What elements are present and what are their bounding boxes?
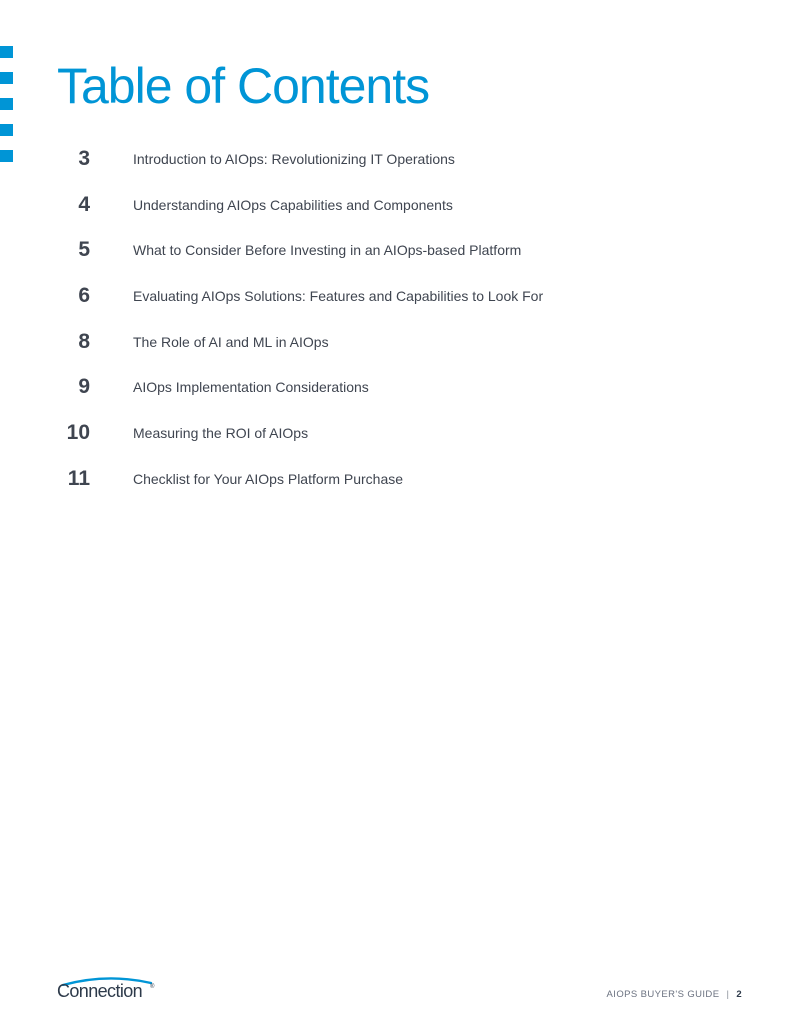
footer-page-number: 2: [736, 989, 742, 1000]
footer-guide-name: AIOPS BUYER'S GUIDE: [606, 989, 720, 1000]
connection-logo: [57, 976, 157, 1004]
logo-registered-mark: ®: [150, 984, 155, 990]
toc-entry-label[interactable]: Measuring the ROI of AIOps: [133, 425, 309, 442]
edge-mark: [0, 124, 13, 136]
toc-page-number: 4: [78, 192, 90, 216]
toc-entry[interactable]: [40, 415, 640, 451]
toc-entry-label[interactable]: AIOps Implementation Considerations: [133, 379, 369, 396]
edge-mark: [0, 72, 13, 84]
page-footer: [607, 989, 742, 1000]
toc-entry-label[interactable]: The Role of AI and ML in AIOps: [133, 333, 329, 350]
toc-entry[interactable]: [40, 141, 640, 177]
toc-page-number: 9: [78, 375, 90, 399]
edge-decoration: [0, 46, 13, 176]
logo-wordmark: Connection: [57, 981, 143, 1001]
toc-entry-label[interactable]: Evaluating AIOps Solutions: Features and Capabilities to Look For: [133, 288, 544, 305]
toc-entry-label[interactable]: Checklist for Your AIOps Platform Purchase: [133, 470, 404, 487]
toc-page-number: 10: [66, 421, 90, 445]
toc-entry-label[interactable]: What to Consider Before Investing in an AIOps-based Platform: [133, 242, 522, 259]
table-of-contents: [40, 141, 640, 507]
toc-entry[interactable]: [40, 369, 640, 405]
toc-page-number: 5: [78, 238, 90, 262]
toc-entry[interactable]: [40, 461, 640, 497]
toc-entry[interactable]: [40, 232, 640, 268]
toc-page-number: 8: [78, 329, 90, 353]
edge-mark: [0, 46, 13, 58]
toc-entry-label[interactable]: Understanding AIOps Capabilities and Components: [133, 196, 453, 213]
toc-page-number: 3: [78, 147, 90, 170]
toc-page-number: 6: [78, 284, 90, 308]
toc-entry-label[interactable]: Introduction to AIOps: Revolutionizing IT Operations: [133, 151, 455, 167]
footer-separator: |: [726, 989, 730, 1000]
edge-mark: [0, 150, 13, 162]
toc-entry[interactable]: [40, 324, 640, 360]
page-title: Table of Contents: [57, 58, 430, 114]
toc-page-number: 11: [67, 466, 90, 490]
edge-mark: [0, 98, 13, 110]
toc-entry[interactable]: [40, 278, 640, 314]
toc-entry[interactable]: [40, 187, 640, 223]
